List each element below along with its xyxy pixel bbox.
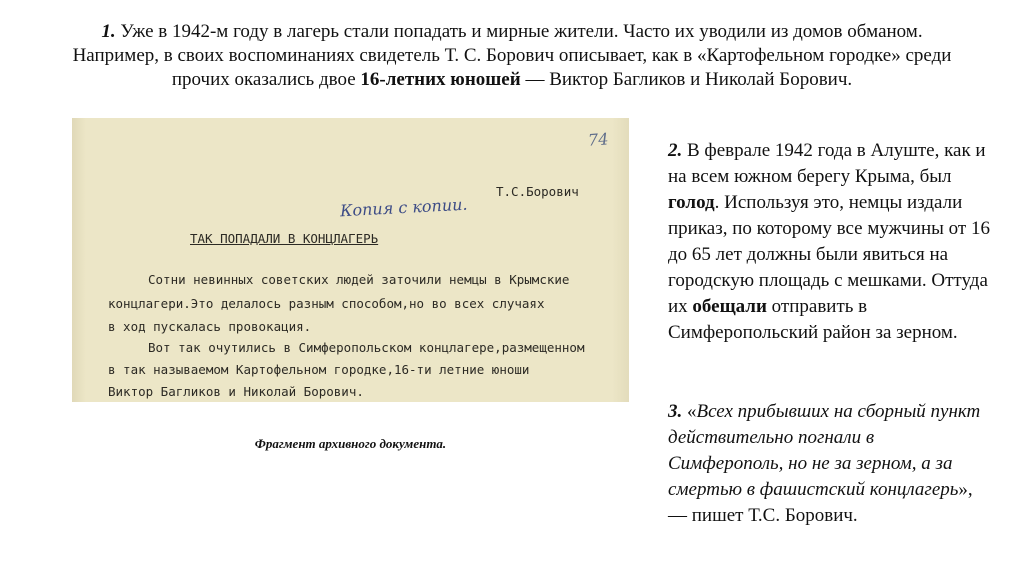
archive-line: Виктор Багликов и Николай Борович. [108,384,364,399]
archive-line: в так называемом Картофельном городке,16-ти летние юноши [108,362,530,377]
p2-number: 2. [668,140,683,161]
intro-text-b: — Виктор Багликов и Николай Борович. [520,69,853,90]
p2-text-3: отправить в Симферопольский район за зерном. [668,296,958,343]
intro-bold: 16-летних юношей [360,69,521,90]
p3-close: », — пишет Т.С. Борович. [668,479,973,526]
archive-caption: Фрагмент архивного документа. [254,436,447,451]
archive-line: концлагери.Это делалось разным способом,но во всех случаях [108,296,545,311]
intro-text-a: Уже в 1942-м году в лагерь стали попадать и мирные жители. Часто их уводили из домов обманом. Например, в своих воспоминаниях свидетель Т. С. Борович описывает, как в «Картофельном городке» среди прочих оказались двое [72,21,952,90]
intro-number: 1. [101,21,116,42]
p3-quote: Всех прибывших на сборный пункт действительно погнали в Симферополь, но не за зерном, а за смертью в фашистский концлагерь [668,401,981,500]
intro-paragraph [70,20,954,92]
archive-title: ТАК ПОПАДАЛИ В КОНЦЛАГЕРЬ [190,231,379,246]
paragraph-2 [668,138,994,346]
archive-line: Сотни невинных советских людей заточили немцы в Крымские [148,272,570,287]
archive-handwritten-note: Копия с копии. [339,194,468,221]
p3-number: 3. [668,401,683,422]
archive-line: Вот так очутились в Симферопольском концлагере,размещенном [148,340,585,355]
archive-document-image [72,118,629,402]
p2-bold-2: обещали [692,296,767,317]
archive-author: Т.С.Борович [496,184,579,199]
archive-page-number: 74 [587,129,609,150]
p3-open-quote: « [682,401,697,422]
paragraph-3 [668,399,994,529]
p2-text-2: . Используя это, немцы издали приказ, по которому все мужчины от 16 до 65 лет должны были явиться на городскую площадь с мешками. Оттуда их [668,192,990,317]
p2-text-1: В феврале 1942 года в Алуште, как и на всем южном берегу Крыма, был [668,140,986,187]
archive-line: в ход пускалась провокация. [108,319,312,334]
p2-bold-1: голод [668,192,715,213]
